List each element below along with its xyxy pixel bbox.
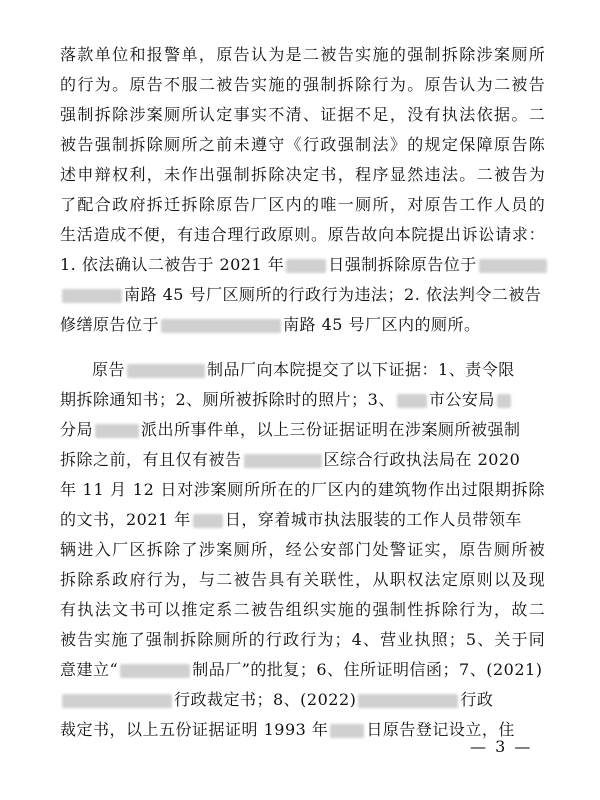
paragraph-line [60, 415, 545, 445]
text-segment: 1. 依法确认二被告于 2021 年 [60, 255, 285, 274]
redaction-mark [120, 664, 190, 678]
paragraph-line: 落 款 单 位 和 报 警 单 ， 原 告 认 为 是 二 被 告 实 施 的 强 制 拆 除 涉 案 厕 所 [60, 45, 545, 64]
redaction-mark [479, 259, 547, 273]
page-number: — 3 — [470, 737, 533, 756]
paragraph-line [60, 685, 545, 715]
paragraph-line [60, 355, 545, 385]
redaction-mark [95, 424, 139, 438]
text-segment: 南路 45 号厂区厕所的行政行为违法；2. 依法判令二被告 [124, 285, 542, 304]
text-segment: 日强制拆除原告位于 [328, 255, 477, 274]
text-segment: 的文书，2021 年 [60, 510, 191, 529]
redaction-mark [286, 259, 326, 273]
paragraph-line: 述 申 辩 权 利 ， 未 作 出 强 制 拆 除 决 定 书 ， 程 序 显 然 违 法 。 二 被 告 为 [60, 165, 545, 184]
paragraph-line: 强 制 拆 除 涉 案 厕 所 认 定 事 实 不 清 、 证 据 不 足 ， 没 有 执 法 依 据 。 二 [60, 105, 545, 124]
paragraph-line: 被 告 实 施 了 强 制 拆 除 厕 所 的 行 政 行 为 ； 4 、 营 业 执 照 ； 5 、 关 于 同 [60, 630, 545, 649]
text-segment: 制品厂”的批复；6、住所证明信函；7、(2021) [192, 660, 543, 679]
redaction-mark [397, 394, 427, 408]
text-segment: 期拆除通知书；2、厕所被拆除时的照片；3、 [60, 390, 395, 409]
text-segment: 行政 [460, 690, 494, 709]
paragraph-line [60, 505, 545, 535]
text-segment: 制品厂向本院提交了以下证据：1、责令限 [207, 360, 515, 379]
paragraph-line: 有 执 法 文 书 可 以 推 定 系 二 被 告 组 织 实 施 的 强 制 性 拆 除 行 为 ， 故 二 [60, 600, 545, 619]
text-segment: 区综合行政执法局在 2020 [323, 450, 521, 469]
paragraph-line [60, 385, 545, 415]
paragraph-line: 生 活 造 成 不 便 ， 有 违 合 理 行 政 原 则 。 原 告 故 向 本 院 提 出 诉 讼 请 求 ： [60, 225, 545, 244]
paragraph-line [60, 445, 545, 475]
paragraph-line [60, 310, 545, 340]
paragraph-line: 被 告 强 制 拆 除 厕 所 之 前 未 遵 守 《 行 政 强 制 法 》 的 规 定 保 障 原 告 陈 [60, 135, 545, 154]
redaction-mark [127, 364, 205, 378]
redaction-mark [244, 454, 322, 468]
paragraph-line: 了 配 合 政 府 拆 迁 拆 除 原 告 厂 区 内 的 唯 一 厕 所 ， 对 原 告 工 作 人 员 的 [60, 195, 545, 214]
text-segment: 拆除之前，有且仅有被告 [60, 450, 242, 469]
redaction-mark [193, 514, 223, 528]
redaction-mark [497, 394, 511, 408]
redaction-mark [330, 724, 364, 738]
paragraph-line: 辆 进 入 厂 区 拆 除 了 涉 案 厕 所 ， 经 公 安 部 门 处 警 证 实 ， 原 告 厕 所 被 [60, 540, 545, 559]
text-segment: 意建立“ [60, 660, 119, 679]
redaction-mark [161, 319, 281, 333]
text-segment: 日，穿着城市执法服装的工作人员带领车 [224, 510, 522, 529]
paragraph-line [60, 280, 545, 310]
text-segment: 市公安局 [428, 390, 495, 409]
text-segment: 南路 45 号厂区内的厕所。 [283, 315, 481, 334]
text-segment: 行政裁定书；8、(2022) [174, 690, 357, 709]
paragraph-line: 拆 除 系 政 府 行 为 ， 与 二 被 告 具 有 关 联 性 ， 从 职 权 法 定 原 则 以 及 现 [60, 570, 545, 589]
text-segment: 派出所事件单，以上三份证据证明在涉案厕所被强制 [141, 420, 521, 439]
text-segment: 日原告登记设立，住 [366, 720, 515, 739]
text-segment: 修缮原告位于 [60, 315, 160, 334]
paragraph-line [60, 250, 545, 280]
redaction-mark [62, 289, 122, 303]
text-segment: 原告 [92, 360, 126, 379]
redaction-mark [62, 694, 172, 708]
paragraph-line [60, 655, 545, 685]
redaction-mark [358, 694, 458, 708]
text-segment: 裁定书，以上五份证据证明 1993 年 [60, 720, 329, 739]
paragraph-line: 的 行 为 。 原 告 不 服 二 被 告 实 施 的 强 制 拆 除 行 为 。 原 告 认 为 二 被 告 [60, 75, 545, 94]
text-segment: 分局 [60, 420, 94, 439]
paragraph-line: 年 1 1 月 1 2 日 对 涉 案 厕 所 所 在 的 厂 区 内 的 建 筑 物 作 出 过 限 期 拆 除 [60, 480, 545, 499]
